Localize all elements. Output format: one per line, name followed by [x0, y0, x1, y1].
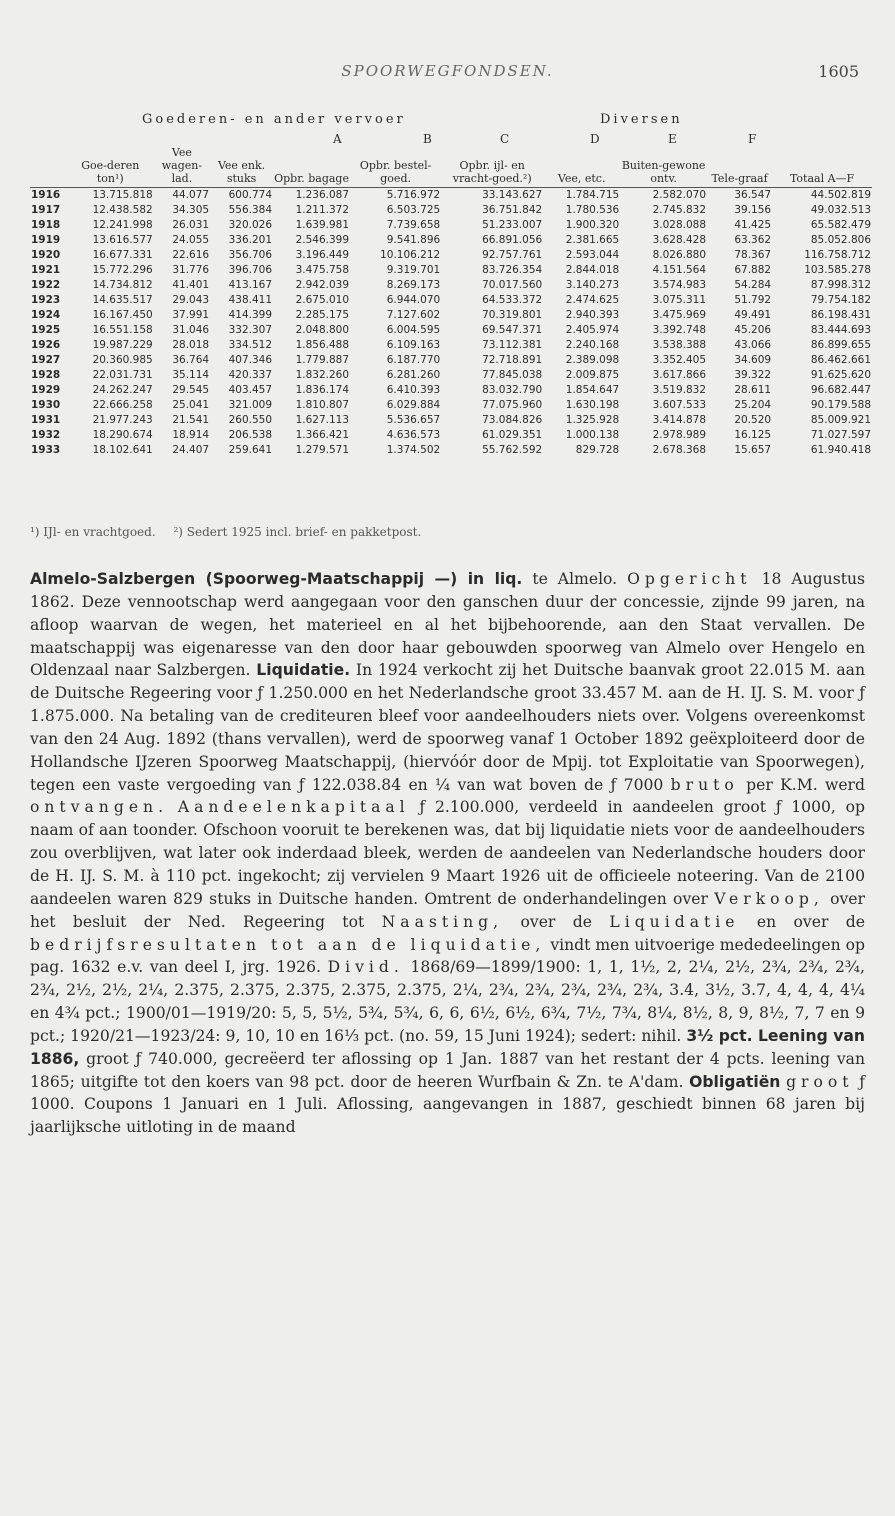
group-row [30, 112, 865, 132]
text-segment: over het besluit der Ned. Regeering tot [30, 889, 865, 931]
year-cell: 1919 [31, 234, 61, 246]
table-row [30, 398, 872, 413]
value-cell: 18.102.641 [92, 444, 153, 456]
letter-f: F [748, 132, 757, 146]
spaced-term: Divid. [327, 958, 404, 977]
text-segment: en over de [739, 912, 865, 931]
value-cell: 2.593.044 [565, 249, 620, 261]
value-cell: 14.734.812 [92, 279, 153, 291]
value-cell: 414.399 [228, 309, 273, 321]
value-cell: 8.026.880 [652, 249, 707, 261]
value-cell: 25.204 [734, 399, 772, 411]
liquidatie-heading: Liquidatie. [256, 661, 351, 680]
column-header-row [30, 146, 872, 188]
value-cell: 336.201 [228, 234, 273, 246]
year-cell: 1925 [31, 324, 61, 336]
text-segment: per K.M. werd [738, 775, 865, 794]
value-cell: 35.114 [172, 369, 210, 381]
value-cell: 31.776 [172, 264, 210, 276]
value-cell: 9.541.896 [386, 234, 441, 246]
value-cell: 2.844.018 [565, 264, 620, 276]
value-cell: 28.018 [172, 339, 210, 351]
value-cell: 21.977.243 [92, 414, 153, 426]
value-cell: 2.678.368 [652, 444, 707, 456]
value-cell: 73.084.826 [482, 414, 543, 426]
value-cell: 85.052.806 [810, 234, 871, 246]
value-cell: 1.784.715 [565, 189, 620, 201]
value-cell: 13.616.577 [92, 234, 153, 246]
column-header: Totaal A—F [772, 146, 872, 188]
group-goods-label: Goederen- en ander vervoer [142, 112, 406, 127]
value-cell: 3.475.758 [295, 264, 350, 276]
value-cell: 5.536.657 [386, 414, 441, 426]
value-cell: 1.832.260 [295, 369, 350, 381]
value-cell: 44.502.819 [810, 189, 871, 201]
value-cell: 321.009 [228, 399, 273, 411]
value-cell: 2.474.625 [565, 294, 620, 306]
table-row [30, 413, 872, 428]
year-cell: 1930 [31, 399, 61, 411]
value-cell: 16.551.158 [92, 324, 153, 336]
text-segment: over de [503, 912, 610, 931]
value-cell: 396.706 [228, 264, 273, 276]
value-cell: 3.196.449 [295, 249, 350, 261]
value-cell: 6.109.163 [386, 339, 441, 351]
value-cell: 70.319.801 [482, 309, 543, 321]
year-cell: 1929 [31, 384, 61, 396]
value-cell: 41.425 [734, 219, 772, 231]
value-cell: 1.236.087 [295, 189, 350, 201]
table-row [30, 203, 872, 218]
spaced-term: Liquidatie [609, 912, 740, 931]
year-cell: 1928 [31, 369, 61, 381]
value-cell: 65.582.479 [810, 219, 871, 231]
spaced-term: Opgericht [627, 570, 752, 588]
value-cell: 2.942.039 [295, 279, 350, 291]
column-header: Buiten-gewone ontv. [620, 146, 707, 188]
table-group-header [30, 112, 865, 148]
value-cell: 4.151.564 [652, 264, 707, 276]
group-misc-label: Diversen [600, 112, 683, 127]
footnote-1: ¹) IJl- en vrachtgoed. [30, 525, 156, 539]
value-cell: 3.392.748 [652, 324, 707, 336]
table-row [30, 218, 872, 233]
value-cell: 63.362 [734, 234, 772, 246]
value-cell: 2.546.399 [295, 234, 350, 246]
value-cell: 6.281.260 [386, 369, 441, 381]
value-cell: 3.414.878 [652, 414, 707, 426]
value-cell: 1.639.981 [295, 219, 350, 231]
value-cell: 1.856.488 [295, 339, 350, 351]
spaced-term: Verkoop, [714, 889, 824, 908]
traffic-table [30, 146, 872, 458]
value-cell: 44.077 [172, 189, 210, 201]
value-cell: 22.031.731 [92, 369, 153, 381]
value-cell: 20.520 [734, 414, 772, 426]
letter-a: A [333, 132, 342, 146]
value-cell: 78.367 [734, 249, 772, 261]
table-row [30, 443, 872, 458]
value-cell: 3.617.866 [652, 369, 707, 381]
value-cell: 259.641 [228, 444, 273, 456]
running-head [30, 62, 865, 86]
year-cell: 1918 [31, 219, 61, 231]
column-header: Tele-graaf [707, 146, 772, 188]
value-cell: 2.745.832 [652, 204, 707, 216]
value-cell: 438.411 [228, 294, 273, 306]
value-cell: 556.384 [228, 204, 273, 216]
value-cell: 1.279.571 [295, 444, 350, 456]
text-segment: 1868/69—1899/1900: 1, 1, 1½, 2, 2¼, 2½, 2¾, 2¾, 2¾, 2¾, 2½, 2½, 2¼, 2.375, 2.375, 2.375, 2.375, 2.375, 2¼, 2¾, 2¾, 2¾, 2¾, 2¾, 3.4, 3½, 3.7, 4, 4, 4, 4¼ en 4¾ pct.; 1900/01—1919/20: 5, 5, 5½, 5¾, 5¾, 6, 6, 6½, 6½, 6¾, 7½, 7¾, 8¼, 8½, 8, 9, 8½, 7, 7 en 9 pct.; 1920/21—1923/24: 9, 10, 10 en 16⅓ pct. (no. 59, 15 Juni 1924); sedert: nihil. [30, 958, 865, 1045]
value-cell: 1.779.887 [295, 354, 350, 366]
table-row [30, 308, 872, 323]
value-cell: 36.764 [172, 354, 210, 366]
value-cell: 4.636.573 [386, 429, 441, 441]
value-cell: 6.410.393 [386, 384, 441, 396]
value-cell: 21.541 [172, 414, 210, 426]
value-cell: 15.657 [734, 444, 772, 456]
table-row [30, 383, 872, 398]
article-heading: Almelo-Salzbergen (Spoorweg-Maatschappij —) in liq. [30, 570, 523, 588]
value-cell: 31.046 [172, 324, 210, 336]
table-row [30, 338, 872, 353]
value-cell: 92.757.761 [482, 249, 543, 261]
text-segment: vindt men uitvoerige mededeelingen op pag. 1632 e.v. van deel I, jrg. 1926. [30, 935, 865, 977]
table-row [30, 263, 872, 278]
value-cell: 3.028.088 [652, 219, 707, 231]
value-cell: 18.290.674 [92, 429, 153, 441]
value-cell: 39.156 [734, 204, 772, 216]
value-cell: 24.262.247 [92, 384, 153, 396]
value-cell: 34.609 [734, 354, 772, 366]
value-cell: 36.751.842 [482, 204, 543, 216]
value-cell: 16.167.450 [92, 309, 153, 321]
value-cell: 90.179.588 [810, 399, 871, 411]
year-cell: 1922 [31, 279, 61, 291]
value-cell: 83.726.354 [482, 264, 543, 276]
table-row [30, 368, 872, 383]
table-row [30, 278, 872, 293]
footnote-2: ²) Sedert 1925 incl. brief- en pakketpost. [173, 525, 422, 539]
year-cell: 1931 [31, 414, 61, 426]
value-cell: 77.845.038 [482, 369, 543, 381]
value-cell: 1.374.502 [386, 444, 441, 456]
letter-c: C [500, 132, 510, 146]
year-cell: 1916 [31, 189, 61, 201]
table-body [30, 188, 872, 459]
value-cell: 51.233.007 [482, 219, 543, 231]
value-cell: 6.029.884 [386, 399, 441, 411]
value-cell: 37.991 [172, 309, 210, 321]
value-cell: 39.322 [734, 369, 772, 381]
value-cell: 1.630.198 [565, 399, 620, 411]
article-body [30, 568, 865, 1139]
year-cell: 1933 [31, 444, 61, 456]
value-cell: 26.031 [172, 219, 210, 231]
text-segment: ƒ 1000. Coupons 1 Januari en 1 Juli. Aflossing, aangevangen in 1887, geschiedt binnen 68 jaren bij jaarlijksche uitloting in de maand [30, 1072, 865, 1137]
text-segment [168, 798, 178, 816]
table-row [30, 323, 872, 338]
value-cell: 83.444.693 [810, 324, 871, 336]
value-cell: 49.491 [734, 309, 772, 321]
value-cell: 3.607.533 [652, 399, 707, 411]
value-cell: 79.754.182 [810, 294, 871, 306]
value-cell: 116.758.712 [804, 249, 871, 261]
value-cell: 1.810.807 [295, 399, 350, 411]
column-header: Vee enk. stuks [210, 146, 273, 188]
value-cell: 73.112.381 [482, 339, 543, 351]
value-cell: 320.026 [228, 219, 273, 231]
value-cell: 2.285.175 [295, 309, 350, 321]
value-cell: 24.407 [172, 444, 210, 456]
letter-d: D [590, 132, 600, 146]
column-header: Vee wagen-lad. [154, 146, 210, 188]
value-cell: 7.127.602 [386, 309, 441, 321]
value-cell: 9.319.701 [386, 264, 441, 276]
value-cell: 86.899.655 [810, 339, 871, 351]
value-cell: 45.206 [734, 324, 772, 336]
value-cell: 64.533.372 [482, 294, 543, 306]
value-cell: 13.715.818 [92, 189, 153, 201]
letter-b: B [423, 132, 432, 146]
year-cell: 1926 [31, 339, 61, 351]
value-cell: 2.240.168 [565, 339, 620, 351]
column-header [30, 146, 67, 188]
text-segment: In 1924 verkocht zij het Duitsche baanvak groot 22.015 M. aan de Duitsche Regeering voor ƒ 1.250.000 en het Nederlandsche groot 33.457 M. aan de H. IJ. S. M. voor ƒ 1.875.000. Na betaling van de crediteuren bleef voor aandeelhouders niets over. Volgens overeenkomst van den 24 Aug. 1892 (thans vervallen), werd de spoorweg vanaf 1 October 1892 geëxploiteerd door de Hollandsche IJzeren Spoorweg Maatschappij, (hiervóór door de Mpij. tot Exploitatie van Spoorwegen), tegen een vaste vergoeding van ƒ 122.038.84 en ¼ van wat boven de ƒ 7000 [30, 661, 866, 794]
year-cell: 1917 [31, 204, 61, 216]
value-cell: 3.574.983 [652, 279, 707, 291]
value-cell: 14.635.517 [92, 294, 153, 306]
value-cell: 34.305 [172, 204, 210, 216]
value-cell: 356.706 [228, 249, 273, 261]
value-cell: 10.106.212 [380, 249, 441, 261]
value-cell: 1.000.138 [565, 429, 620, 441]
table-row [30, 233, 872, 248]
year-cell: 1927 [31, 354, 61, 366]
table-row [30, 428, 872, 443]
value-cell: 69.547.371 [482, 324, 543, 336]
value-cell: 2.582.070 [652, 189, 707, 201]
value-cell: 18.914 [172, 429, 210, 441]
value-cell: 96.682.447 [810, 384, 871, 396]
column-header: Opbr. bestel-goed. [350, 146, 441, 188]
page-number: 1605 [818, 62, 859, 81]
value-cell: 1.325.928 [565, 414, 620, 426]
value-cell: 54.284 [734, 279, 772, 291]
value-cell: 22.616 [172, 249, 210, 261]
column-header: Goe-deren ton¹) [67, 146, 154, 188]
value-cell: 407.346 [228, 354, 273, 366]
value-cell: 6.004.595 [386, 324, 441, 336]
year-cell: 1932 [31, 429, 61, 441]
value-cell: 2.389.098 [565, 354, 620, 366]
table-row [30, 248, 872, 263]
value-cell: 1.211.372 [295, 204, 350, 216]
value-cell: 29.545 [172, 384, 210, 396]
value-cell: 1.780.536 [565, 204, 620, 216]
value-cell: 19.987.229 [92, 339, 153, 351]
value-cell: 24.055 [172, 234, 210, 246]
year-cell: 1921 [31, 264, 61, 276]
value-cell: 12.241.998 [92, 219, 153, 231]
spaced-term: ontvangen. [30, 798, 169, 817]
value-cell: 413.167 [228, 279, 273, 291]
value-cell: 1.900.320 [565, 219, 620, 231]
value-cell: 28.611 [734, 384, 772, 396]
value-cell: 3.140.273 [565, 279, 620, 291]
value-cell: 2.009.875 [565, 369, 620, 381]
value-cell: 12.438.582 [92, 204, 153, 216]
value-cell: 334.512 [228, 339, 273, 351]
value-cell: 6.503.725 [386, 204, 441, 216]
spaced-term: bedrijfsresultaten tot aan de liquidatie, [30, 935, 546, 954]
text-segment: ƒ 2.100.000, verdeeld in aandeelen groot ƒ 1000, op naam of aan toonder. Ofschoon vooruit te berekenen was, dat bij liquidatie niets voor de aandeelhouders zou overblijven, wat later ook inderdaad bleek, werden de aandeelen van Nederlandsche houders door de H. IJ. S. M. à 110 pct. ingekocht; zij vervielen 9 Maart 1926 uit de officieele noteering. Van de 2100 aandeelen waren 829 stuks in Duitsche handen. Omtrent de onderhandelingen over [30, 798, 865, 908]
text-segment: te Almelo. [522, 570, 628, 588]
value-cell: 600.774 [228, 189, 273, 201]
spaced-term: Naasting, [381, 912, 504, 931]
value-cell: 403.457 [228, 384, 273, 396]
value-cell: 6.187.770 [386, 354, 441, 366]
column-header: Opbr. ijl- en vracht-goed.²) [441, 146, 543, 188]
value-cell: 2.978.989 [652, 429, 707, 441]
value-cell: 83.032.790 [482, 384, 543, 396]
value-cell: 1.366.421 [295, 429, 350, 441]
table-footnotes [30, 525, 865, 539]
value-cell: 3.628.428 [652, 234, 707, 246]
value-cell: 8.269.173 [386, 279, 441, 291]
value-cell: 36.547 [734, 189, 772, 201]
value-cell: 70.017.560 [482, 279, 543, 291]
value-cell: 2.675.010 [295, 294, 350, 306]
column-header: Opbr. bagage [273, 146, 350, 188]
value-cell: 33.143.627 [482, 189, 543, 201]
column-header: Vee, etc. [543, 146, 620, 188]
value-cell: 86.462.661 [810, 354, 871, 366]
value-cell: 66.891.056 [482, 234, 543, 246]
value-cell: 3.538.388 [652, 339, 707, 351]
value-cell: 86.198.431 [810, 309, 871, 321]
value-cell: 260.550 [228, 414, 273, 426]
value-cell: 25.041 [172, 399, 210, 411]
table-row [30, 353, 872, 368]
value-cell: 15.772.296 [92, 264, 153, 276]
year-cell: 1924 [31, 309, 61, 321]
value-cell: 49.032.513 [810, 204, 871, 216]
value-cell: 7.739.658 [386, 219, 441, 231]
value-cell: 2.048.800 [295, 324, 350, 336]
spaced-term: Aandeelenkapitaal [177, 798, 410, 817]
value-cell: 61.940.418 [810, 444, 871, 456]
value-cell: 206.538 [228, 429, 273, 441]
value-cell: 91.625.620 [810, 369, 871, 381]
value-cell: 16.677.331 [92, 249, 153, 261]
value-cell: 51.792 [734, 294, 772, 306]
value-cell: 2.381.665 [565, 234, 620, 246]
value-cell: 87.998.312 [810, 279, 871, 291]
table-row [30, 188, 872, 204]
text-segment: 18 Augustus 1862. Deze vennootschap werd aangegaan voor den ganschen duur der concessie, zijnde 99 jaren, na afloop waarvan de wegen, het materieel en al het bijbehoorende, aan den Staat vervallen. De maatschappij was eigenaresse van den door haar gebouwden spoorweg van Almelo over Hengelo en Oldenzaal naar Salzbergen. [30, 570, 866, 680]
value-cell: 3.475.969 [652, 309, 707, 321]
value-cell: 85.009.921 [810, 414, 871, 426]
value-cell: 41.401 [172, 279, 210, 291]
value-cell: 3.352.405 [652, 354, 707, 366]
value-cell: 67.882 [734, 264, 772, 276]
leening-heading: 3½ pct. Leening van 1886, [30, 1026, 865, 1068]
spaced-term: bruto [670, 775, 739, 794]
year-cell: 1920 [31, 249, 61, 261]
letter-e: E [668, 132, 677, 146]
value-cell: 72.718.891 [482, 354, 543, 366]
value-cell: 3.519.832 [652, 384, 707, 396]
spaced-term: groot [786, 1072, 854, 1091]
obligatien-heading: Obligatiën [689, 1072, 781, 1091]
value-cell: 43.066 [734, 339, 772, 351]
value-cell: 77.075.960 [482, 399, 543, 411]
value-cell: 29.043 [172, 294, 210, 306]
table-row [30, 293, 872, 308]
running-title: SPOORWEGFONDSEN. [341, 62, 554, 80]
value-cell: 2.405.974 [565, 324, 620, 336]
value-cell: 1.836.174 [295, 384, 350, 396]
value-cell: 55.762.592 [482, 444, 543, 456]
value-cell: 22.666.258 [92, 399, 153, 411]
text-segment: groot ƒ 740.000, gecreëerd ter aflossing op 1 Jan. 1887 van het restant der 4 pcts. leening van 1865; uitgifte tot den koers van 98 pct. door de heeren Wurfbain & Zn. te A'dam. [30, 1049, 865, 1091]
value-cell: 103.585.278 [804, 264, 871, 276]
value-cell: 420.337 [228, 369, 273, 381]
value-cell: 5.716.972 [386, 189, 441, 201]
value-cell: 332.307 [228, 324, 273, 336]
value-cell: 2.940.393 [565, 309, 620, 321]
year-cell: 1923 [31, 294, 61, 306]
value-cell: 71.027.597 [810, 429, 871, 441]
value-cell: 3.075.311 [652, 294, 707, 306]
value-cell: 6.944.070 [386, 294, 441, 306]
value-cell: 1.627.113 [295, 414, 350, 426]
value-cell: 20.360.985 [92, 354, 153, 366]
value-cell: 1.854.647 [565, 384, 620, 396]
value-cell: 61.029.351 [482, 429, 543, 441]
value-cell: 829.728 [575, 444, 620, 456]
value-cell: 16.125 [734, 429, 772, 441]
